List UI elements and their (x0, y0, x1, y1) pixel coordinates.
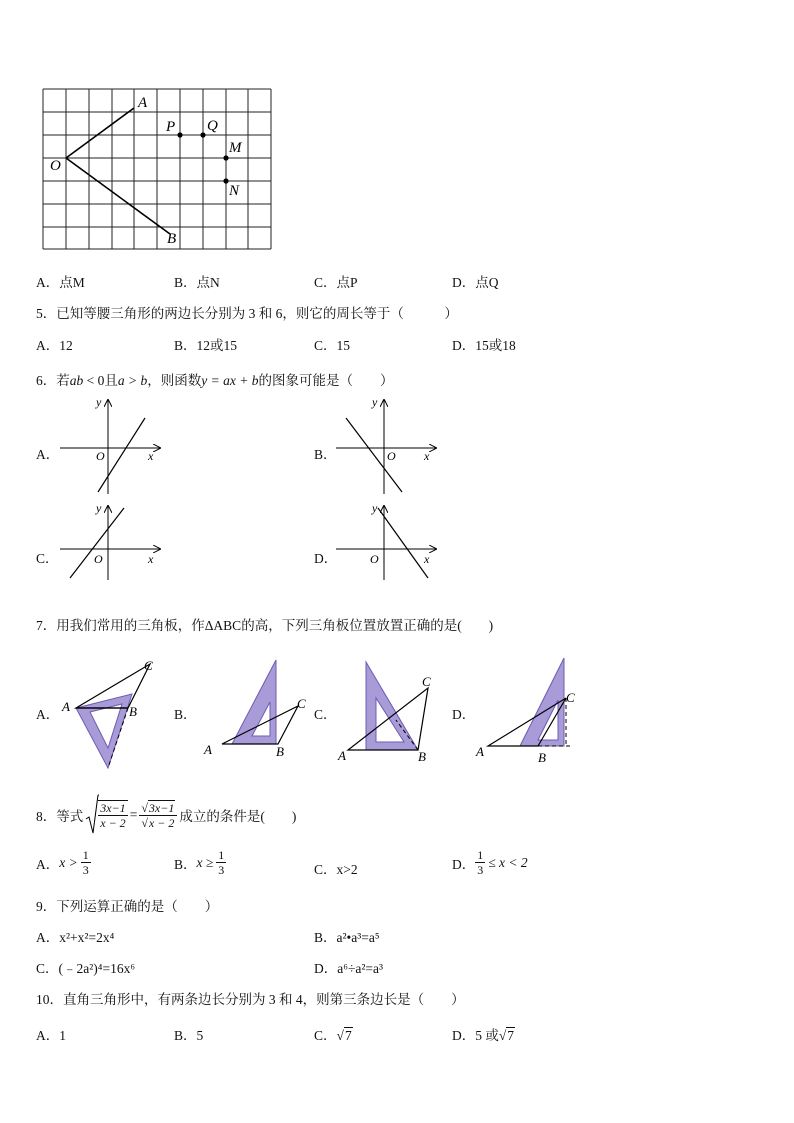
q6-graph-b (332, 396, 442, 496)
q5-option-b[interactable]: B．12或15 (174, 338, 238, 353)
q7-stem: 7．用我们常用的三角板，作ΔABC的高，下列三角板位置放置正确的是( ) (36, 618, 494, 633)
svg-text:A: A (204, 742, 212, 757)
svg-text:A: A (338, 748, 346, 763)
q10-option-c[interactable]: C．√7 (314, 1028, 352, 1043)
q6-option-b[interactable]: B． (314, 447, 337, 462)
q9-option-b[interactable]: B．a²•a³=a⁵ (314, 930, 380, 945)
q9-stem: 9．下列运算正确的是（ ） (36, 899, 219, 914)
q5-option-c[interactable]: C．15 (314, 338, 351, 353)
q9-option-a[interactable]: A．x²+x²=2x⁴ (36, 930, 115, 945)
q6-graph-a (56, 396, 166, 496)
q5-option-d[interactable]: D．15或18 (452, 338, 516, 353)
q9-option-c[interactable]: C．(﹣2a²)⁴=16x⁶ (36, 961, 136, 976)
label-p: P (166, 119, 176, 135)
q7-figure-c (336, 658, 446, 768)
q10-option-b[interactable]: B．5 (174, 1028, 204, 1043)
q6-stem: 6．若ab < 0且a > b，则函数y = ax + b的图象可能是（ ） (36, 373, 394, 388)
svg-text:y: y (96, 502, 102, 515)
svg-text:C: C (144, 658, 153, 673)
svg-text:O: O (94, 552, 103, 566)
q4-option-d[interactable]: D．点Q (452, 275, 499, 290)
q10-option-d[interactable]: D．5 或√7 (452, 1028, 515, 1043)
q8-option-d[interactable]: D． $\frac{1}{3}$ ≤ x < 2 (452, 848, 528, 877)
svg-text:O: O (370, 552, 379, 566)
q7-figure-d (474, 654, 594, 769)
svg-text:x: x (148, 449, 154, 463)
q8-radical-left (85, 793, 99, 837)
q8-option-c[interactable]: C．x>2 (314, 862, 358, 877)
svg-text:y: y (372, 502, 378, 515)
q7-option-d[interactable]: D． (452, 707, 476, 722)
q6-option-c[interactable]: C． (36, 551, 59, 566)
q8-option-a[interactable]: A． x > $\frac{1}{3}$ (36, 848, 89, 877)
svg-text:B: B (129, 704, 137, 719)
label-b: B (167, 231, 177, 247)
point-q (200, 132, 205, 137)
q7-option-a[interactable]: A． (36, 707, 60, 722)
svg-text:B: B (538, 750, 546, 765)
q8-option-b[interactable]: B． x ≥ $\frac{1}{3}$ (174, 848, 225, 877)
grid-figure (30, 82, 290, 257)
point-n (223, 178, 228, 183)
svg-text:y: y (96, 396, 102, 409)
svg-text:B: B (418, 749, 426, 764)
q10-option-a[interactable]: A．1 (36, 1028, 66, 1043)
q7-option-b[interactable]: B． (174, 707, 197, 722)
q6-graph-d (332, 502, 442, 582)
q7-option-c[interactable]: C． (314, 707, 337, 722)
svg-text:y: y (372, 396, 378, 409)
q9-option-d[interactable]: D．a⁶÷a²=a³ (314, 961, 384, 976)
q8-stem: 8．等式 $\frac{3x-1}{x - 2}$ = $\frac{√3x-1}{√x - 2}$ 成立的条件是( ) (36, 793, 296, 837)
q4-option-c[interactable]: C．点P (314, 275, 358, 290)
label-o: O (50, 158, 61, 174)
q7-figure-b (200, 656, 320, 766)
svg-text:O: O (96, 449, 105, 463)
ray-oa (66, 108, 134, 158)
q6-option-a[interactable]: A． (36, 447, 60, 462)
svg-text:B: B (276, 744, 284, 759)
q4-option-b[interactable]: B．点N (174, 275, 220, 290)
label-m: M (229, 140, 242, 156)
q7-figure-a (60, 652, 170, 772)
svg-text:O: O (387, 449, 396, 463)
svg-text:C: C (566, 690, 575, 705)
point-p (177, 132, 182, 137)
svg-text:C: C (297, 696, 306, 711)
label-a: A (138, 95, 148, 111)
svg-text:A: A (476, 744, 484, 759)
q5-stem: 5．已知等腰三角形的两边长分别为 3 和 6，则它的周长等于（ ） (36, 306, 458, 321)
q10-stem: 10．直角三角形中，有两条边长分别为 3 和 4，则第三条边长是（ ） (36, 992, 465, 1007)
svg-text:x: x (424, 449, 430, 463)
svg-text:x: x (148, 552, 154, 566)
q5-option-a[interactable]: A．12 (36, 338, 73, 353)
q6-option-d[interactable]: D． (314, 551, 338, 566)
svg-text:x: x (424, 552, 430, 566)
point-m (223, 155, 228, 160)
svg-text:C: C (422, 674, 431, 689)
q4-option-a[interactable]: A．点M (36, 275, 85, 290)
ray-ob (66, 158, 170, 234)
svg-text:A: A (62, 699, 70, 714)
q6-graph-c (56, 502, 166, 582)
label-q: Q (207, 118, 218, 134)
label-n: N (229, 183, 240, 199)
